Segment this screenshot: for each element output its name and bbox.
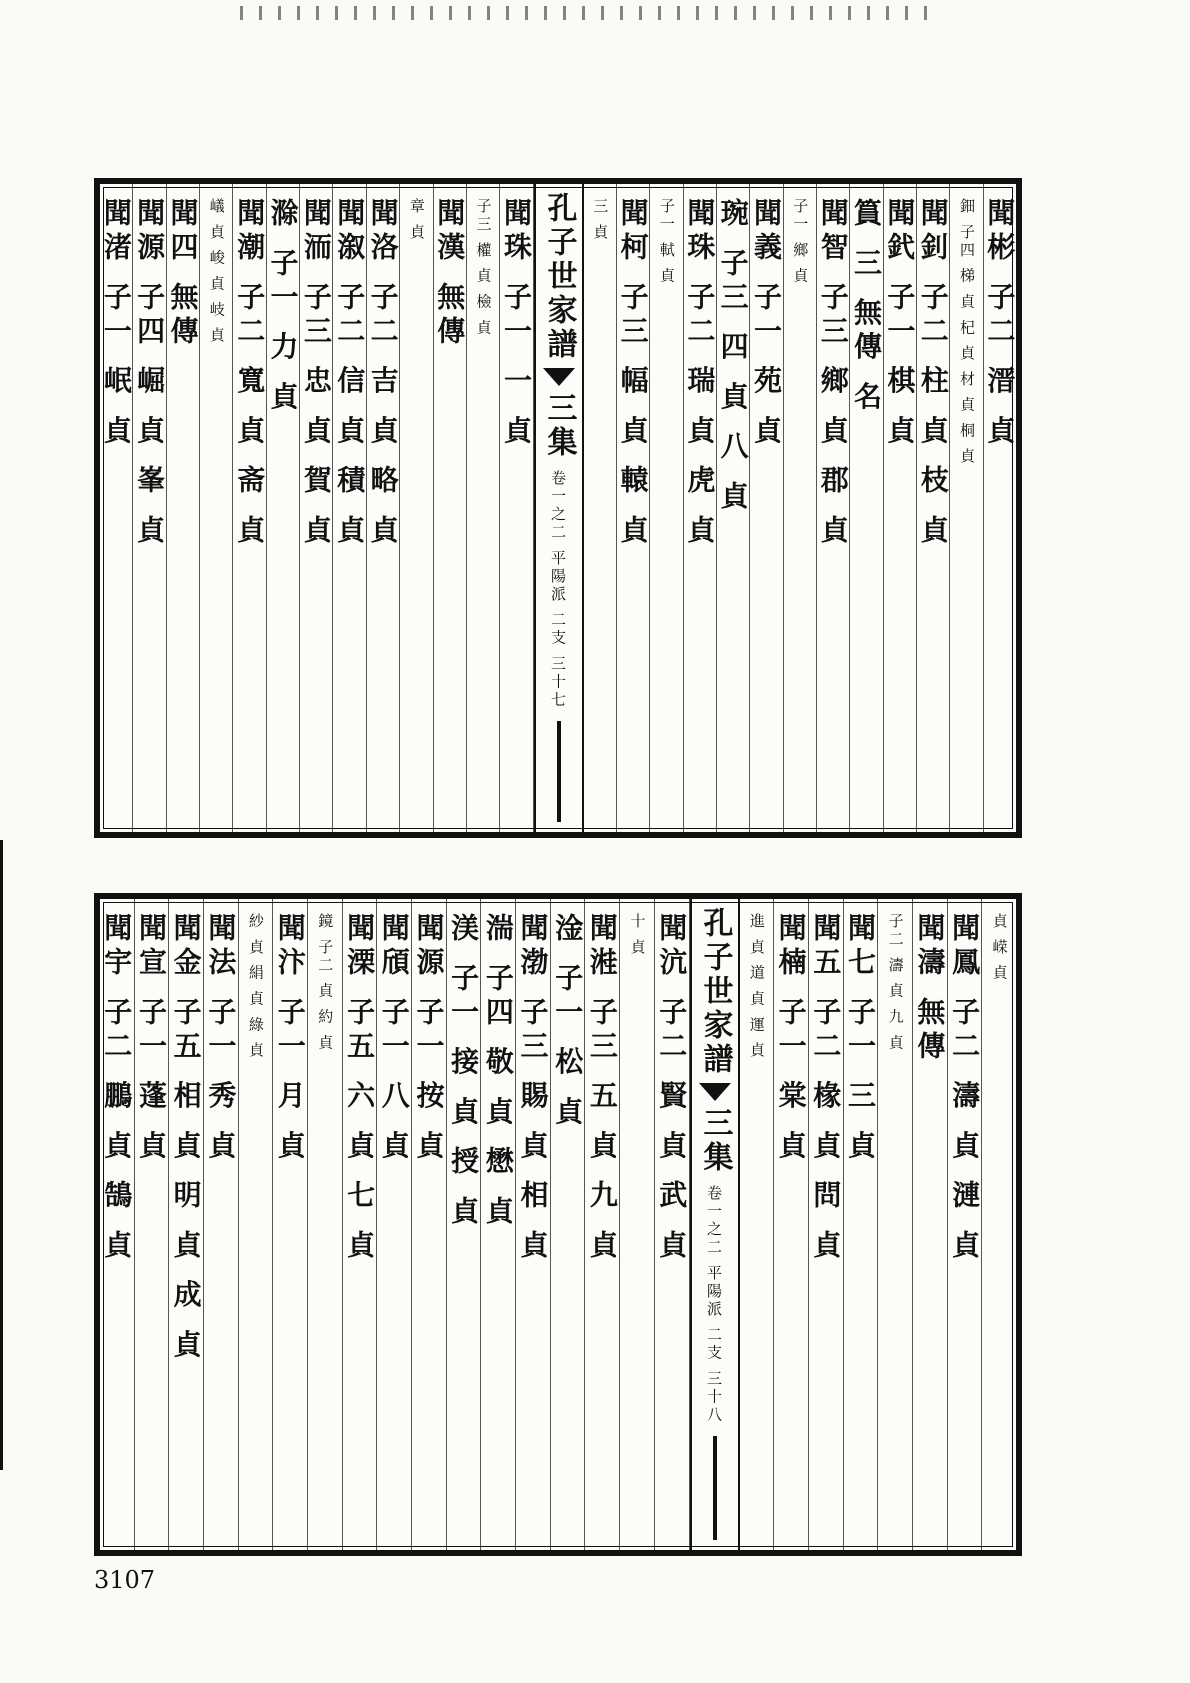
column bbox=[133, 184, 166, 832]
column bbox=[434, 184, 467, 832]
fish-tail-ornament bbox=[543, 368, 575, 386]
column bbox=[333, 184, 366, 832]
entry-text: 聞洏 子三 忠 貞 賀 貞 bbox=[300, 198, 333, 549]
entry-text: 聞潮 子二 寬 貞 斋 貞 bbox=[233, 198, 267, 549]
column bbox=[717, 184, 750, 832]
entry-text: 淦 子一 松 貞 bbox=[551, 913, 585, 1131]
column bbox=[878, 899, 913, 1550]
center-spine bbox=[534, 184, 584, 832]
entry-text: 聞渚 子一 岷 貞 bbox=[100, 198, 133, 450]
column bbox=[308, 899, 343, 1550]
entry-text: 聞七 子一 三 貞 bbox=[844, 913, 877, 1165]
column bbox=[500, 184, 533, 832]
column bbox=[617, 184, 650, 832]
column bbox=[784, 184, 817, 832]
column bbox=[516, 899, 551, 1550]
entry-text: 聞釗 子二 柱 貞 枝 貞 bbox=[916, 198, 950, 549]
entry-text: 聞洛 子二 吉 貞 略 貞 bbox=[366, 198, 400, 549]
column bbox=[400, 184, 433, 832]
entry-text: 嶬 貞 峻 貞 岐 貞 bbox=[207, 198, 226, 345]
column bbox=[467, 184, 500, 832]
column bbox=[267, 184, 300, 832]
column bbox=[100, 899, 135, 1550]
entry-text: 鈿 子四 梯 貞 杞 貞 材 貞 桐 貞 bbox=[957, 198, 976, 466]
column bbox=[585, 899, 620, 1550]
entry-text: 聞珠 子一 一 貞 bbox=[500, 198, 533, 450]
entry-text: 聞五 子二 椽 貞 問 貞 bbox=[809, 913, 843, 1264]
fish-tail-ornament bbox=[699, 1083, 731, 1101]
entry-text: 聞金 子五 相 貞 明 貞 成 貞 bbox=[169, 913, 203, 1364]
entry-text: 十 貞 bbox=[628, 913, 647, 957]
entry-text: 聞溎 子三 五 貞 九 貞 bbox=[585, 913, 619, 1264]
entry-text: 聞柯 子三 幅 貞 轅 貞 bbox=[616, 198, 650, 549]
entry-text: 聞頎 子一 八 貞 bbox=[377, 913, 411, 1165]
column bbox=[584, 184, 617, 832]
entry-text: 聞汴 子一 月 貞 bbox=[273, 913, 307, 1165]
column bbox=[204, 899, 239, 1550]
entry-text: 聞溧 子五 六 貞 七 貞 bbox=[343, 913, 377, 1264]
entry-text: 聞釴 子一 棋 貞 bbox=[883, 198, 917, 450]
column bbox=[447, 899, 482, 1550]
collection-label: 三集 bbox=[697, 1107, 733, 1175]
entry-text: 紗 貞 絹 貞 綠 貞 bbox=[246, 913, 265, 1060]
entry-text: 聞沆 子二 賢 貞 武 貞 bbox=[655, 913, 689, 1264]
column bbox=[481, 899, 516, 1550]
entry-text: 聞宇 子二 鵬 貞 鵠 貞 bbox=[100, 913, 134, 1264]
entry-text: 聞鳳 子二 濤 貞 漣 貞 bbox=[948, 913, 982, 1264]
entry-text: 聞源 子四 崛 貞 峯 貞 bbox=[133, 198, 167, 549]
column bbox=[551, 899, 586, 1550]
column bbox=[684, 184, 717, 832]
column bbox=[655, 899, 690, 1550]
entry-text: 聞彬 子二 溍 貞 bbox=[983, 198, 1016, 450]
spine-rule bbox=[713, 1436, 717, 1540]
entry-text: 聞楠 子一 棠 貞 bbox=[774, 913, 808, 1165]
entry-text: 鏡 子二 貞 約 貞 bbox=[316, 913, 335, 1053]
column bbox=[850, 184, 883, 832]
column bbox=[300, 184, 333, 832]
entry-text: 聞濤 無傳 bbox=[913, 913, 947, 1065]
genealogy-panel-upper bbox=[94, 178, 1022, 838]
spine-rule bbox=[557, 721, 561, 822]
column bbox=[984, 184, 1016, 832]
column bbox=[740, 899, 775, 1550]
entry-text: 聞四 無傳 bbox=[166, 198, 200, 350]
entry-text: 篔 三 無傳 名 bbox=[850, 198, 884, 416]
column bbox=[343, 899, 378, 1550]
entry-text: 聞智 子三 鄉 貞 郡 貞 bbox=[816, 198, 850, 549]
column bbox=[884, 184, 917, 832]
volume-section-page: 卷一之二 平陽派 二支 三十七 bbox=[549, 470, 568, 710]
column bbox=[620, 899, 655, 1550]
column bbox=[817, 184, 850, 832]
column bbox=[167, 184, 200, 832]
entry-text: 聞法 子一 秀 貞 bbox=[204, 913, 238, 1165]
column bbox=[135, 899, 170, 1550]
scan-artifact-top bbox=[240, 6, 940, 20]
book-title: 孔子世家譜 bbox=[697, 907, 733, 1077]
entry-text: 子一 鄉 貞 bbox=[791, 198, 810, 286]
column bbox=[377, 899, 412, 1550]
entry-text: 聞宣 子一 蓬 貞 bbox=[134, 913, 168, 1165]
entry-text: 貞 嵘 貞 bbox=[990, 913, 1009, 983]
column bbox=[917, 184, 950, 832]
entry-text: 滁 子一 力 貞 bbox=[266, 198, 300, 416]
column bbox=[239, 899, 274, 1550]
column bbox=[844, 899, 879, 1550]
entry-text: 三 貞 bbox=[591, 198, 610, 242]
entry-text: 章 貞 bbox=[407, 198, 426, 242]
entry-text: 子一 軾 貞 bbox=[657, 198, 676, 286]
entry-text: 聞珠 子二 瑞 貞 虎 貞 bbox=[683, 198, 717, 549]
column bbox=[367, 184, 400, 832]
column bbox=[273, 899, 308, 1550]
column bbox=[809, 899, 844, 1550]
column bbox=[233, 184, 266, 832]
entry-text: 子二 濤 貞 九 貞 bbox=[886, 913, 905, 1053]
column bbox=[774, 899, 809, 1550]
entry-text: 聞溆 子二 信 貞 積 貞 bbox=[333, 198, 367, 549]
entry-text: 聞義 子一 苑 貞 bbox=[750, 198, 784, 450]
center-spine bbox=[690, 899, 740, 1550]
page-number: 3107 bbox=[94, 1566, 156, 1594]
entry-text: 聞源 子一 按 貞 bbox=[412, 913, 446, 1165]
entry-text: 渼 子一 接 貞 授 貞 bbox=[447, 913, 481, 1230]
book-title: 孔子世家譜 bbox=[541, 192, 577, 362]
column bbox=[750, 184, 783, 832]
scan-artifact-edge bbox=[0, 840, 3, 1470]
entry-text: 聞渤 子三 賜 貞 相 貞 bbox=[516, 913, 550, 1264]
entry-text: 湍 子四 敬 貞 懋 貞 bbox=[481, 913, 515, 1230]
volume-section-page: 卷一之二 平陽派 二支 三十八 bbox=[705, 1185, 723, 1425]
column bbox=[948, 899, 983, 1550]
collection-label: 三集 bbox=[541, 392, 577, 460]
entry-text: 子三 權 貞 檢 貞 bbox=[474, 198, 493, 338]
column bbox=[913, 899, 948, 1550]
column bbox=[200, 184, 233, 832]
column bbox=[650, 184, 683, 832]
column bbox=[982, 899, 1016, 1550]
entry-text: 琬 子三 四 貞 八 貞 bbox=[716, 198, 750, 515]
entry-text: 進 貞 道 貞 運 貞 bbox=[747, 913, 766, 1060]
entry-text: 聞漢 無傳 bbox=[433, 198, 467, 350]
column bbox=[412, 899, 447, 1550]
column bbox=[169, 899, 204, 1550]
column bbox=[950, 184, 983, 832]
genealogy-panel-lower bbox=[94, 893, 1022, 1556]
column bbox=[100, 184, 133, 832]
